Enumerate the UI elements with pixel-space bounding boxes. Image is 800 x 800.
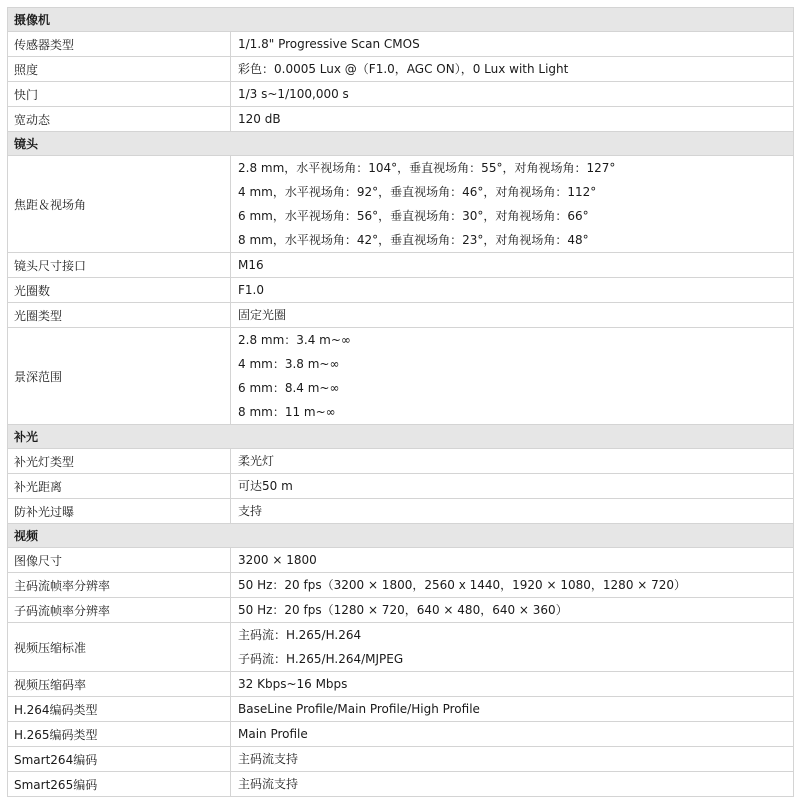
spec-row	[8, 772, 794, 797]
spec-label: 子码流帧率分辨率	[8, 598, 231, 623]
spec-row	[8, 449, 794, 474]
spec-value-line: F1.0	[238, 283, 264, 297]
spec-label: 镜头尺寸接口	[8, 253, 231, 278]
spec-label: 补光灯类型	[8, 449, 231, 474]
spec-value-line: M16	[238, 258, 264, 272]
spec-label: Smart265编码	[8, 772, 231, 797]
section-header	[8, 8, 794, 32]
section-title: 补光	[8, 425, 794, 449]
spec-row	[8, 747, 794, 772]
spec-value	[231, 722, 794, 747]
spec-label: 防补光过曝	[8, 499, 231, 524]
spec-row	[8, 303, 794, 328]
spec-row	[8, 278, 794, 303]
spec-value-line: 支持	[238, 504, 263, 518]
spec-label: 图像尺寸	[8, 548, 231, 573]
section-header	[8, 132, 794, 156]
spec-value-line: 2.8 mm：3.4 m~∞	[238, 333, 351, 347]
spec-value	[231, 32, 794, 57]
spec-value	[231, 156, 794, 253]
spec-value	[231, 623, 794, 672]
spec-value	[231, 772, 794, 797]
spec-value-line: 4 mm，水平视场角：92°，垂直视场角：46°，对角视场角：112°	[238, 185, 597, 199]
spec-label: H.265编码类型	[8, 722, 231, 747]
spec-value	[231, 328, 794, 425]
spec-value	[231, 278, 794, 303]
spec-row	[8, 598, 794, 623]
spec-value-line: 8 mm：11 m~∞	[238, 405, 336, 419]
spec-value-line: 120 dB	[238, 112, 281, 126]
spec-value	[231, 697, 794, 722]
spec-value-line: 50 Hz：20 fps（3200 × 1800，2560 x 1440，1920 × 1080，1280 × 720）	[238, 578, 687, 592]
spec-value-line: 32 Kbps~16 Mbps	[238, 677, 348, 691]
spec-value-line: 柔光灯	[238, 454, 275, 468]
spec-label: 宽动态	[8, 107, 231, 132]
section-title: 视频	[8, 524, 794, 548]
spec-label: H.264编码类型	[8, 697, 231, 722]
spec-value-line: Main Profile	[238, 727, 308, 741]
spec-label: 焦距＆视场角	[8, 156, 231, 253]
spec-value-line: 1/1.8" Progressive Scan CMOS	[238, 37, 420, 51]
spec-row	[8, 672, 794, 697]
spec-row	[8, 548, 794, 573]
spec-value	[231, 598, 794, 623]
spec-row	[8, 57, 794, 82]
spec-value-line: 子码流：H.265/H.264/MJPEG	[238, 652, 404, 666]
spec-row	[8, 474, 794, 499]
spec-value-line: 50 Hz：20 fps（1280 × 720，640 × 480，640 × 360）	[238, 603, 568, 617]
spec-row	[8, 623, 794, 672]
spec-value-line: 主码流：H.265/H.264	[238, 628, 362, 642]
spec-label: 光圈数	[8, 278, 231, 303]
spec-table	[7, 7, 794, 797]
spec-value-line: 主码流支持	[238, 752, 299, 766]
section-header	[8, 425, 794, 449]
spec-value-line: 主码流支持	[238, 777, 299, 791]
spec-value-line: 4 mm：3.8 m~∞	[238, 357, 340, 371]
spec-row	[8, 253, 794, 278]
spec-row	[8, 156, 794, 253]
spec-value	[231, 573, 794, 598]
spec-value	[231, 82, 794, 107]
spec-value-line: BaseLine Profile/Main Profile/High Profile	[238, 702, 480, 716]
section-title: 镜头	[8, 132, 794, 156]
spec-row	[8, 107, 794, 132]
spec-label: 补光距离	[8, 474, 231, 499]
spec-row	[8, 697, 794, 722]
spec-row	[8, 32, 794, 57]
spec-label: 视频压缩码率	[8, 672, 231, 697]
spec-value	[231, 57, 794, 82]
spec-value-line: 彩色：0.0005 Lux @（F1.0，AGC ON），0 Lux with Light	[238, 62, 569, 76]
spec-sheet	[7, 7, 793, 797]
spec-value-line: 8 mm，水平视场角：42°，垂直视场角：23°，对角视场角：48°	[238, 233, 589, 247]
spec-row	[8, 722, 794, 747]
spec-value-line: 6 mm，水平视场角：56°，垂直视场角：30°，对角视场角：66°	[238, 209, 589, 223]
spec-label: 传感器类型	[8, 32, 231, 57]
spec-value	[231, 499, 794, 524]
spec-label: Smart264编码	[8, 747, 231, 772]
spec-row	[8, 82, 794, 107]
spec-value-line: 固定光圈	[238, 308, 287, 322]
spec-label: 照度	[8, 57, 231, 82]
spec-value	[231, 449, 794, 474]
spec-value	[231, 107, 794, 132]
spec-row	[8, 573, 794, 598]
spec-value	[231, 253, 794, 278]
spec-label: 光圈类型	[8, 303, 231, 328]
spec-value-line: 3200 × 1800	[238, 553, 317, 567]
section-title: 摄像机	[8, 8, 794, 32]
spec-row	[8, 499, 794, 524]
spec-value	[231, 303, 794, 328]
spec-value	[231, 672, 794, 697]
spec-value-line: 1/3 s~1/100,000 s	[238, 87, 349, 101]
spec-value-line: 可达50 m	[238, 479, 293, 493]
spec-value	[231, 474, 794, 499]
section-header	[8, 524, 794, 548]
spec-value	[231, 548, 794, 573]
spec-value-line: 6 mm：8.4 m~∞	[238, 381, 340, 395]
spec-row	[8, 328, 794, 425]
spec-label: 景深范围	[8, 328, 231, 425]
spec-label: 快门	[8, 82, 231, 107]
spec-label: 视频压缩标准	[8, 623, 231, 672]
spec-value	[231, 747, 794, 772]
spec-value-line: 2.8 mm，水平视场角：104°，垂直视场角：55°，对角视场角：127°	[238, 161, 616, 175]
spec-label: 主码流帧率分辨率	[8, 573, 231, 598]
spec-table-body	[8, 8, 794, 797]
